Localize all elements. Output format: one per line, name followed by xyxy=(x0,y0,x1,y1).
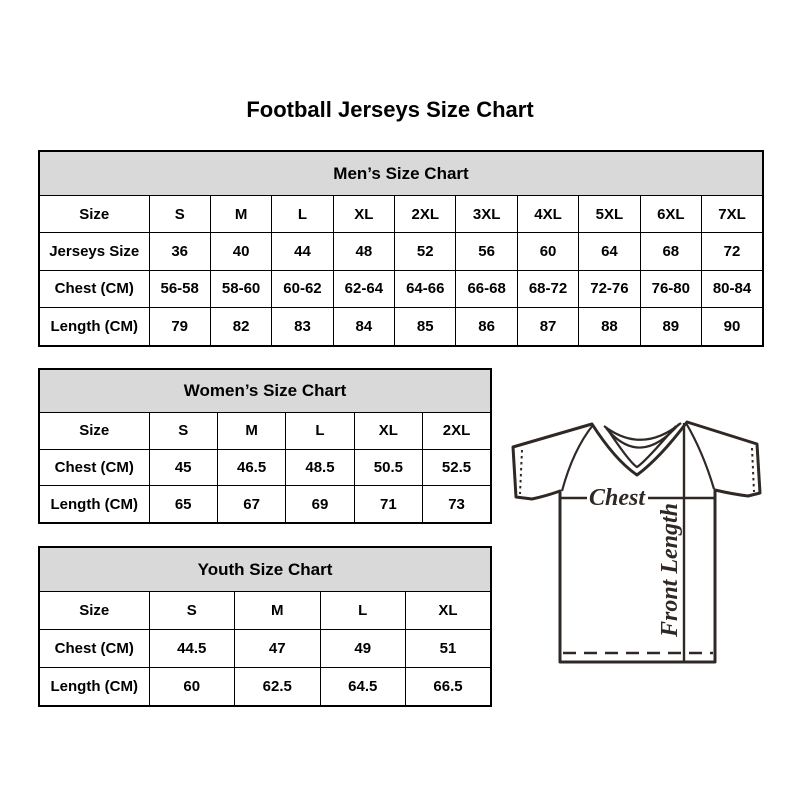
row-label: Size xyxy=(39,196,149,233)
table-row xyxy=(39,233,763,270)
size-value-cell: 46.5 xyxy=(217,449,285,485)
size-value-cell: 65 xyxy=(149,486,217,524)
table-row xyxy=(39,592,491,630)
size-value-cell: 69 xyxy=(286,486,354,524)
row-label: Size xyxy=(39,592,149,630)
size-value-cell: 66.5 xyxy=(406,667,492,706)
size-value-cell: 40 xyxy=(210,233,271,270)
size-value-cell: 56 xyxy=(456,233,517,270)
row-label: Jerseys Size xyxy=(39,233,149,270)
row-label: Length (CM) xyxy=(39,486,149,524)
size-value-cell: 51 xyxy=(406,630,492,668)
row-label: Size xyxy=(39,413,149,449)
size-value-cell: 88 xyxy=(579,308,640,346)
size-value-cell: 52.5 xyxy=(423,449,491,485)
size-value-cell: 49 xyxy=(320,630,406,668)
row-label: Chest (CM) xyxy=(39,270,149,307)
size-value-cell: 60 xyxy=(517,233,578,270)
size-value-cell: 62-64 xyxy=(333,270,394,307)
size-column-header: 7XL xyxy=(702,196,763,233)
size-value-cell: 68 xyxy=(640,233,701,270)
table-row xyxy=(39,630,491,668)
table-title-row xyxy=(39,369,491,413)
size-value-cell: 80-84 xyxy=(702,270,763,307)
size-column-header: L xyxy=(320,592,406,630)
size-column-header: M xyxy=(217,413,285,449)
size-value-cell: 50.5 xyxy=(354,449,422,485)
size-value-cell: 79 xyxy=(149,308,210,346)
size-value-cell: 86 xyxy=(456,308,517,346)
size-column-header: XL xyxy=(333,196,394,233)
size-value-cell: 47 xyxy=(235,630,321,668)
size-value-cell: 64.5 xyxy=(320,667,406,706)
size-value-cell: 64 xyxy=(579,233,640,270)
row-label: Length (CM) xyxy=(39,308,149,346)
size-column-header: S xyxy=(149,413,217,449)
size-value-cell: 56-58 xyxy=(149,270,210,307)
size-column-header: 3XL xyxy=(456,196,517,233)
table-title: Women’s Size Chart xyxy=(39,369,491,413)
size-value-cell: 68-72 xyxy=(517,270,578,307)
size-value-cell: 82 xyxy=(210,308,271,346)
size-value-cell: 89 xyxy=(640,308,701,346)
size-column-header: 2XL xyxy=(395,196,456,233)
table-row xyxy=(39,196,763,233)
size-column-header: 5XL xyxy=(579,196,640,233)
size-value-cell: 44.5 xyxy=(149,630,235,668)
mens-size-table xyxy=(38,150,764,347)
size-value-cell: 60 xyxy=(149,667,235,706)
table-row xyxy=(39,413,491,449)
page-title: Football Jerseys Size Chart xyxy=(246,97,534,122)
size-value-cell: 72 xyxy=(702,233,763,270)
size-value-cell: 52 xyxy=(395,233,456,270)
size-value-cell: 90 xyxy=(702,308,763,346)
size-value-cell: 73 xyxy=(423,486,491,524)
size-value-cell: 36 xyxy=(149,233,210,270)
size-value-cell: 76-80 xyxy=(640,270,701,307)
table-row xyxy=(39,486,491,524)
row-label: Chest (CM) xyxy=(39,449,149,485)
size-column-header: M xyxy=(235,592,321,630)
table-row xyxy=(39,270,763,307)
table-row xyxy=(39,308,763,346)
size-value-cell: 60-62 xyxy=(272,270,333,307)
size-value-cell: 62.5 xyxy=(235,667,321,706)
size-value-cell: 64-66 xyxy=(395,270,456,307)
size-value-cell: 48 xyxy=(333,233,394,270)
table-title: Youth Size Chart xyxy=(39,547,491,592)
size-column-header: XL xyxy=(406,592,492,630)
size-value-cell: 67 xyxy=(217,486,285,524)
size-column-header: 2XL xyxy=(423,413,491,449)
table-title-row xyxy=(39,547,491,592)
table-row xyxy=(39,449,491,485)
table-title: Men’s Size Chart xyxy=(39,151,763,196)
youth-size-table xyxy=(38,546,492,707)
size-column-header: 4XL xyxy=(517,196,578,233)
size-value-cell: 45 xyxy=(149,449,217,485)
size-value-cell: 85 xyxy=(395,308,456,346)
size-value-cell: 87 xyxy=(517,308,578,346)
size-value-cell: 48.5 xyxy=(286,449,354,485)
size-column-header: S xyxy=(149,592,235,630)
front-length-measure-label: Front Length xyxy=(657,502,683,638)
size-value-cell: 72-76 xyxy=(579,270,640,307)
size-value-cell: 71 xyxy=(354,486,422,524)
size-value-cell: 84 xyxy=(333,308,394,346)
jersey-measurement-diagram xyxy=(505,412,771,670)
size-column-header: L xyxy=(286,413,354,449)
size-column-header: S xyxy=(149,196,210,233)
table-row xyxy=(39,667,491,706)
size-value-cell: 44 xyxy=(272,233,333,270)
size-column-header: M xyxy=(210,196,271,233)
size-column-header: 6XL xyxy=(640,196,701,233)
size-value-cell: 58-60 xyxy=(210,270,271,307)
chest-measure-label: Chest xyxy=(588,485,646,511)
jersey-outline xyxy=(513,422,760,662)
womens-size-table xyxy=(38,368,492,524)
row-label: Length (CM) xyxy=(39,667,149,706)
table-title-row xyxy=(39,151,763,196)
size-value-cell: 66-68 xyxy=(456,270,517,307)
size-value-cell: 83 xyxy=(272,308,333,346)
row-label: Chest (CM) xyxy=(39,630,149,668)
size-column-header: L xyxy=(272,196,333,233)
size-column-header: XL xyxy=(354,413,422,449)
